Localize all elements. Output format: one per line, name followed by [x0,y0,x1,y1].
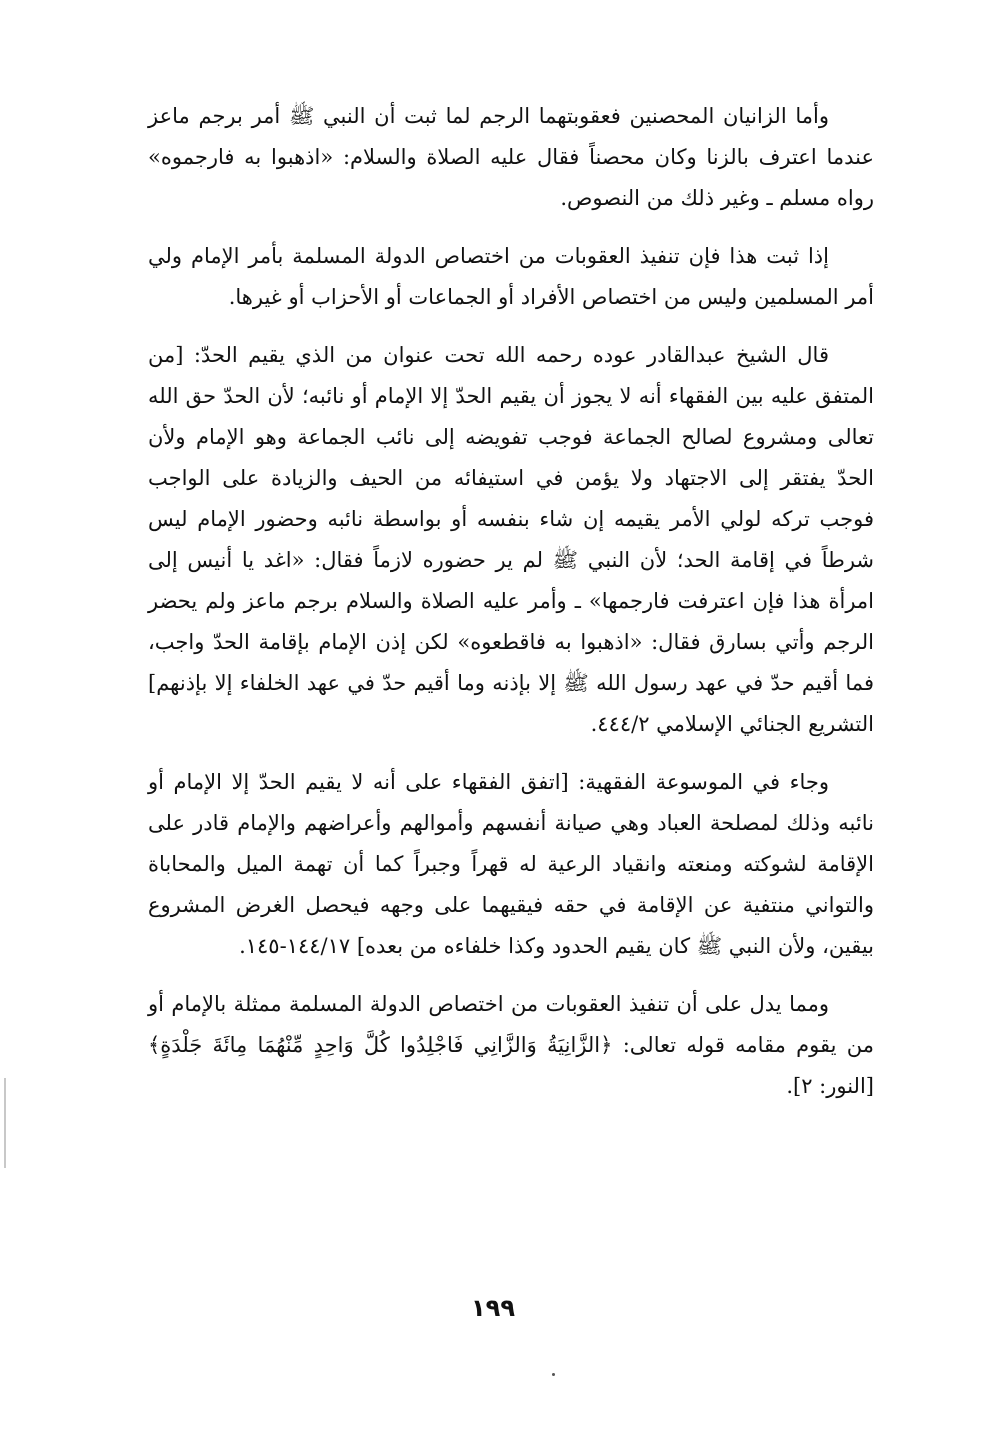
paragraph-5: ومما يدل على أن تنفيذ العقوبات من اختصاص الدولة المسلمة ممثلة بالإمام أو من يقوم مقامه قوله تعالى: ﴿الزَّانِيَةُ وَالزَّانِي فَاجْلِدُوا كُلَّ وَاحِدٍ مِّنْهُمَا مِائَةَ جَلْدَةٍ﴾ [النور: ٢]. [148,992,874,1098]
body-text [148,96,874,1107]
paragraph-1: وأما الزانيان المحصنين فعقوبتهما الرجم لما ثبت أن النبي ﷺ أمر برجم ماعز عندما اعترف بالزنا وكان محصناً فقال عليه الصلاة والسلام: «اذهبوا به فارجموه» رواه مسلم ـ وغير ذلك من النصوص. [148,104,874,210]
paragraph-3: قال الشيخ عبدالقادر عوده رحمه الله تحت عنوان من الذي يقيم الحدّ: [من المتفق عليه بين الفقهاء أنه لا يجوز أن يقيم الحدّ إلا الإمام أو نائبه؛ لأن الحدّ حق الله تعالى ومشروع لصالح الجماعة فوجب تفويضه إلى نائب الجماعة وهو الإمام ولأن الحدّ يفتقر إلى الاجتهاد ولا يؤمن في استيفائه من الحيف والزيادة على الواجب فوجب تركه لولي الأمر يقيمه إن شاء بنفسه أو بواسطة نائبه وحضور الإمام ليس شرطاً في إقامة الحد؛ لأن النبي ﷺ لم ير حضوره لازماً فقال: «اغد يا أنيس إلى امرأة هذا فإن اعترفت فارجمها» ـ وأمر عليه الصلاة والسلام برجم ماعز ولم يحضر الرجم وأتي بسارق فقال: «اذهبوا به فاقطعوه» لكن إذن الإمام بإقامة الحدّ واجب، فما أقيم حدّ في عهد رسول الله ﷺ إلا بإذنه وما أقيم حدّ في عهد الخلفاء إلا بإذنهم] التشريع الجنائي الإسلامي ٤٤٤/٢. [148,343,875,736]
page-number: ١٩٩ [471,1294,515,1322]
paragraph-2: إذا ثبت هذا فإن تنفيذ العقوبات من اختصاص الدولة المسلمة بأمر الإمام ولي أمر المسلمين وليس من اختصاص الأفراد أو الجماعات أو الأحزاب أو غيرها. [148,244,874,309]
scan-edge-mark [4,1078,6,1168]
scan-dot [552,1373,555,1376]
paragraph-4: وجاء في الموسوعة الفقهية: [اتفق الفقهاء على أنه لا يقيم الحدّ إلا الإمام أو نائبه وذلك لمصلحة العباد وهي صيانة أنفسهم وأموالهم وأعراضهم والإمام قادر على الإقامة لشوكته ومنعته وانقياد الرعية له قهراً وجبراً كما أن تهمة الميل والمحاباة والتواني منتفية عن الإقامة في حقه فيقيهما على وجهه فيحصل الغرض المشروع بيقين، ولأن النبي ﷺ كان يقيم الحدود وكذا خلفاءه من بعده] ١٤٤/١٧-١٤٥. [148,770,874,958]
